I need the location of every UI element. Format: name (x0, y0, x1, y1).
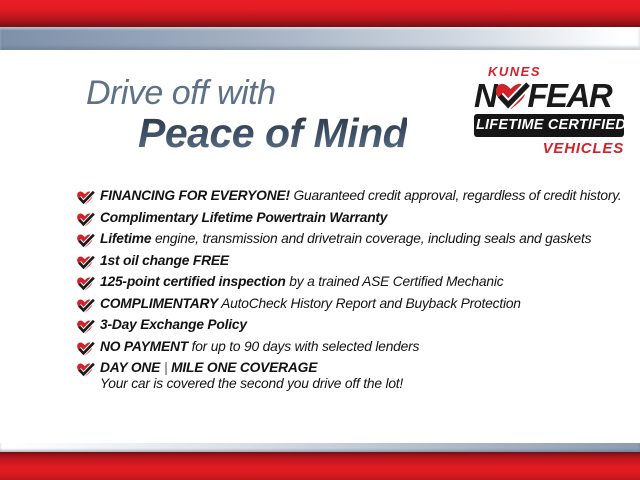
heart-check-icon (76, 298, 95, 313)
heart-check-icon (76, 255, 95, 270)
benefit-text-normal: by a trained ASE Certified Mechanic (285, 274, 504, 289)
headline-line1: Drive off with (86, 74, 276, 112)
benefit-row (0, 318, 640, 333)
benefit-text-bold: Lifetime (100, 231, 152, 246)
benefit-text (100, 297, 521, 311)
heart-check-icon (76, 341, 95, 356)
heart-check-icon (76, 190, 95, 205)
benefit-text-bold: FINANCING FOR EVERYONE! (100, 188, 290, 203)
headline (86, 76, 407, 154)
benefit-text (100, 189, 622, 203)
heart-check-icon (76, 233, 95, 248)
benefit-row (0, 189, 640, 204)
kunes-no-fear-logo (474, 64, 624, 157)
benefit-subline: Your car is covered the second you drive off the lot! (100, 376, 404, 392)
benefit-text-normal: Guaranteed credit approval, regardless of credit history. (289, 188, 622, 203)
bottom-red-bar (0, 452, 640, 480)
benefit-row (0, 297, 640, 312)
top-red-bar (0, 0, 640, 27)
heart-check-icon (76, 276, 95, 291)
benefit-text-normal: for up to 90 days with selected lenders (187, 338, 420, 354)
bottom-steel-bar (0, 443, 640, 452)
benefit-text-bold: NO PAYMENT (100, 338, 188, 354)
benefits-list (0, 189, 640, 398)
benefit-row (0, 254, 640, 269)
no-fear-wordmark (474, 79, 624, 112)
benefit-row (0, 340, 640, 355)
benefit-text-bold: 1st oil change FREE (100, 252, 229, 268)
benefit-text-bold: MILE ONE COVERAGE (171, 360, 318, 375)
vehicles-label: VEHICLES (542, 140, 624, 157)
heart-check-icon (76, 212, 95, 227)
top-steel-bar (0, 27, 640, 50)
no-fear-n: N (474, 77, 497, 114)
benefit-text-bold: Complimentary Lifetime Powertrain Warranty (100, 209, 388, 225)
benefit-text-bold: DAY ONE (100, 360, 161, 375)
headline-line2: Peace of Mind (138, 109, 408, 156)
benefit-row (0, 232, 640, 247)
benefit-row (0, 211, 640, 226)
benefit-text (100, 318, 247, 332)
benefit-text-normal: engine, transmission and drivetrain coverage, including seals and gaskets (151, 231, 592, 246)
benefit-text-bold: 3-Day Exchange Policy (100, 317, 247, 332)
benefit-text-bold: COMPLIMENTARY (100, 295, 218, 311)
benefit-row (0, 361, 640, 391)
benefit-text (100, 361, 403, 391)
benefit-text (100, 211, 387, 225)
benefit-text (100, 254, 229, 268)
kunes-wordmark: KUNES (488, 64, 542, 79)
lifetime-certified-banner: LIFETIME CERTIFIED (474, 114, 624, 137)
benefit-text (100, 340, 419, 354)
heart-check-icon (76, 319, 95, 334)
heart-check-icon (76, 362, 95, 377)
no-fear-fear: FEAR (527, 77, 612, 114)
benefit-text-normal: AutoCheck History Report and Buyback Protection (218, 295, 521, 311)
benefit-text (100, 232, 591, 246)
heart-check-icon (494, 81, 530, 113)
benefit-text-bold: 125-point certified inspection (100, 274, 286, 289)
benefit-separator: | (160, 360, 172, 375)
benefit-row (0, 275, 640, 290)
benefit-text (100, 275, 503, 289)
